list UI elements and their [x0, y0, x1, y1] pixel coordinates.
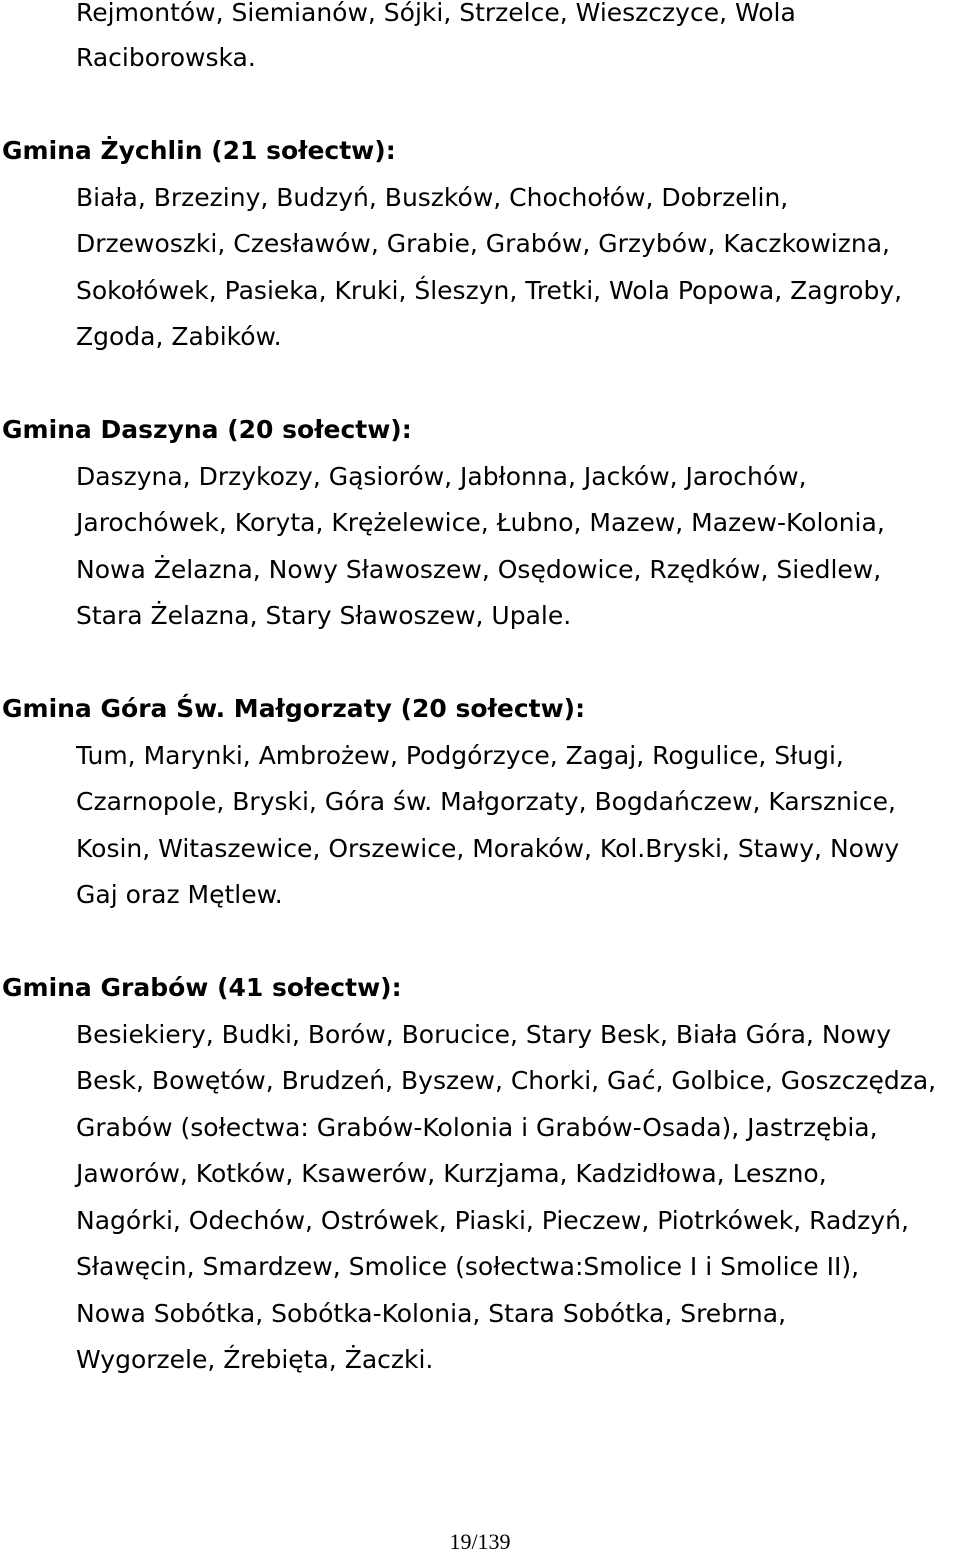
- section-gora-line: Gaj oraz Mętlew.: [76, 880, 283, 909]
- section-heading-zychlin: Gmina Żychlin (21 sołectw):: [2, 136, 396, 165]
- section-daszyna-line: Nowa Żelazna, Nowy Sławoszew, Osędowice, Rzędków, Siedlew,: [76, 555, 882, 584]
- section-grabow-line: Wygorzele, Źrebięta, Żaczki.: [76, 1345, 434, 1374]
- section-grabow-line: Besiekiery, Budki, Borów, Borucice, Stary Besk, Biała Góra, Nowy: [76, 1020, 892, 1049]
- section-daszyna-line: Stara Żelazna, Stary Sławoszew, Upale.: [76, 601, 572, 630]
- section-gora-line: Tum, Marynki, Ambrożew, Podgórzyce, Zagaj, Rogulice, Sługi,: [76, 741, 844, 770]
- section-heading-daszyna: Gmina Daszyna (20 sołectw):: [2, 415, 412, 444]
- intro-line: Rejmontów, Siemianów, Sójki, Strzelce, Wieszczyce, Wola: [76, 0, 796, 27]
- section-grabow-line: Nowa Sobótka, Sobótka-Kolonia, Stara Sobótka, Srebrna,: [76, 1299, 787, 1328]
- section-gora-line: Kosin, Witaszewice, Orszewice, Moraków, Kol.Bryski, Stawy, Nowy: [76, 834, 900, 863]
- section-zychlin-line: Biała, Brzeziny, Budzyń, Buszków, Chochołów, Dobrzelin,: [76, 183, 789, 212]
- section-grabow-line: Nagórki, Odechów, Ostrówek, Piaski, Pieczew, Piotrkówek, Radzyń,: [76, 1206, 909, 1235]
- section-grabow-line: Besk, Bowętów, Brudzeń, Byszew, Chorki, Gać, Golbice, Goszczędza,: [76, 1066, 937, 1095]
- section-heading-grabow: Gmina Grabów (41 sołectw):: [2, 973, 402, 1002]
- section-zychlin-line: Zgoda, Zabików.: [76, 322, 282, 351]
- section-heading-gora-sw-malgorzaty: Gmina Góra Św. Małgorzaty (20 sołectw):: [2, 694, 586, 723]
- intro-line: Raciborowska.: [76, 43, 256, 72]
- section-daszyna-line: Daszyna, Drzykozy, Gąsiorów, Jabłonna, Jacków, Jarochów,: [76, 462, 807, 491]
- section-daszyna-line: Jarochówek, Koryta, Krężelewice, Łubno, Mazew, Mazew-Kolonia,: [76, 508, 885, 537]
- section-zychlin-line: Drzewoszki, Czesławów, Grabie, Grabów, Grzybów, Kaczkowizna,: [76, 229, 890, 258]
- section-gora-line: Czarnopole, Bryski, Góra św. Małgorzaty, Bogdańczew, Karsznice,: [76, 787, 896, 816]
- section-grabow-line: Grabów (sołectwa: Grabów-Kolonia i Grabów-Osada), Jastrzębia,: [76, 1113, 878, 1142]
- section-grabow-line: Jaworów, Kotków, Ksawerów, Kurzjama, Kadzidłowa, Leszno,: [76, 1159, 827, 1188]
- section-zychlin-line: Sokołówek, Pasieka, Kruki, Śleszyn, Tretki, Wola Popowa, Zagroby,: [76, 276, 903, 305]
- section-grabow-line: Sławęcin, Smardzew, Smolice (sołectwa:Smolice I i Smolice II),: [76, 1252, 860, 1281]
- page-number: 19/139: [449, 1529, 511, 1554]
